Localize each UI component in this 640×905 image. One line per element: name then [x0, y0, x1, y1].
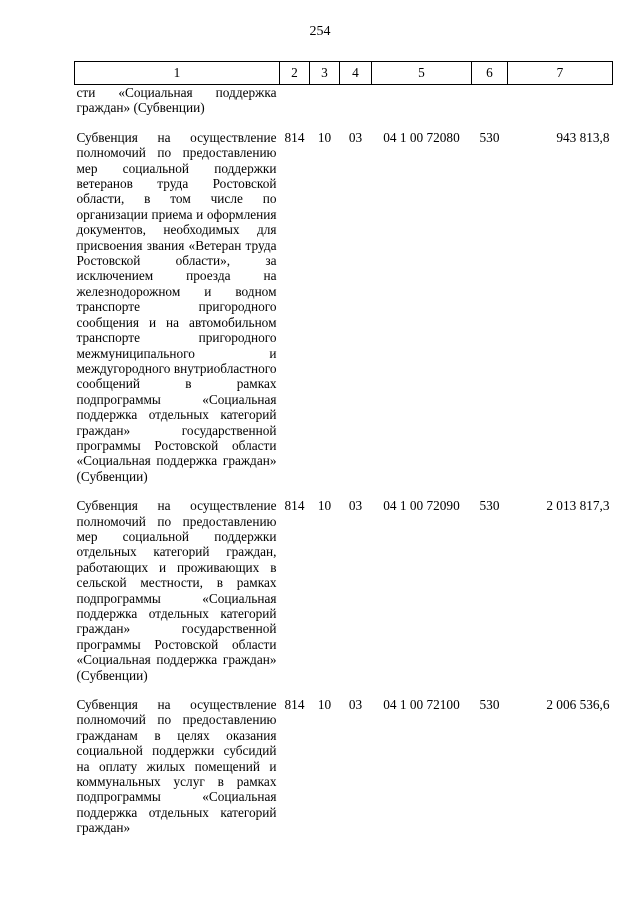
budget-table: [74, 61, 613, 836]
row-section-code: 10: [317, 498, 332, 514]
row-section-code: 10: [317, 129, 332, 145]
row-expense-type: 530: [479, 697, 500, 713]
row-description: Субвенция на осуществление полномочий по предоставлению гражданам в целях оказания социальной поддержки субсидий на оплату жилых помещений и коммунальных услуг в рамках подпрограммы «Социальная поддержка отдельных категорий граждан»: [76, 697, 277, 836]
row-ministry-code: 814: [284, 498, 305, 514]
table-row: [75, 130, 613, 498]
header-col-4: 4: [340, 62, 372, 85]
row-subsection-code: 03: [348, 129, 363, 145]
row-section-code: [310, 85, 340, 130]
row-expense-type: [472, 85, 508, 130]
row-amount: 2 006 536,6: [546, 697, 610, 713]
row-subsection-code: 03: [348, 498, 363, 514]
table-header: [75, 62, 613, 85]
row-section-code: 10: [317, 697, 332, 713]
header-col-7: 7: [508, 62, 613, 85]
header-col-1: 1: [75, 62, 280, 85]
row-description: сти «Социальная поддержка граждан» (Субвенции): [76, 85, 277, 116]
row-description: Субвенция на осуществление полномочий по предоставлению мер социальной поддержки ветеранов труда Ростовской области, в том числе по организации приема и оформления документов, необходимых для присвоения звания «Ветеран труда Ростовской области», за исключением проезда на железнодорожном и водном транспорте пригородного сообщения и на автомобильном транспорте пригородного межмуниципального и междугородного внутриобластного сообщений в рамках подпрограммы «Социальная поддержка отдельных категорий граждан» государственной программы Ростовской области «Социальная поддержка граждан» (Субвенции): [76, 129, 277, 484]
row-target-code: 04 1 00 72090: [383, 498, 460, 514]
row-amount: [508, 85, 613, 130]
row-amount: 943 813,8: [556, 129, 610, 145]
header-col-6: 6: [472, 62, 508, 85]
row-target-code: [372, 85, 472, 130]
row-ministry-code: [280, 85, 310, 130]
header-col-2: 2: [280, 62, 310, 85]
table-row: [75, 697, 613, 836]
row-description: Субвенция на осуществление полномочий по предоставлению мер социальной поддержки отдельных категорий граждан, работающих и проживающих в сельской местности, в рамках подпрограммы «Социальная поддержка отдельных категорий граждан» государственной программы Ростовской области «Социальная поддержка граждан» (Субвенции): [76, 498, 277, 683]
row-expense-type: 530: [479, 129, 500, 145]
table-row: [75, 498, 613, 697]
header-col-3: 3: [310, 62, 340, 85]
row-ministry-code: 814: [284, 129, 305, 145]
table-row: [75, 85, 613, 130]
table-body: [75, 85, 613, 836]
header-col-5: 5: [372, 62, 472, 85]
row-amount: 2 013 817,3: [546, 498, 610, 514]
page-number: 254: [309, 24, 331, 39]
row-ministry-code: 814: [284, 697, 305, 713]
row-subsection-code: [340, 85, 372, 130]
row-target-code: 04 1 00 72100: [383, 697, 460, 713]
row-expense-type: 530: [479, 498, 500, 514]
row-subsection-code: 03: [348, 697, 363, 713]
row-target-code: 04 1 00 72080: [383, 129, 460, 145]
header-row: [75, 62, 613, 85]
